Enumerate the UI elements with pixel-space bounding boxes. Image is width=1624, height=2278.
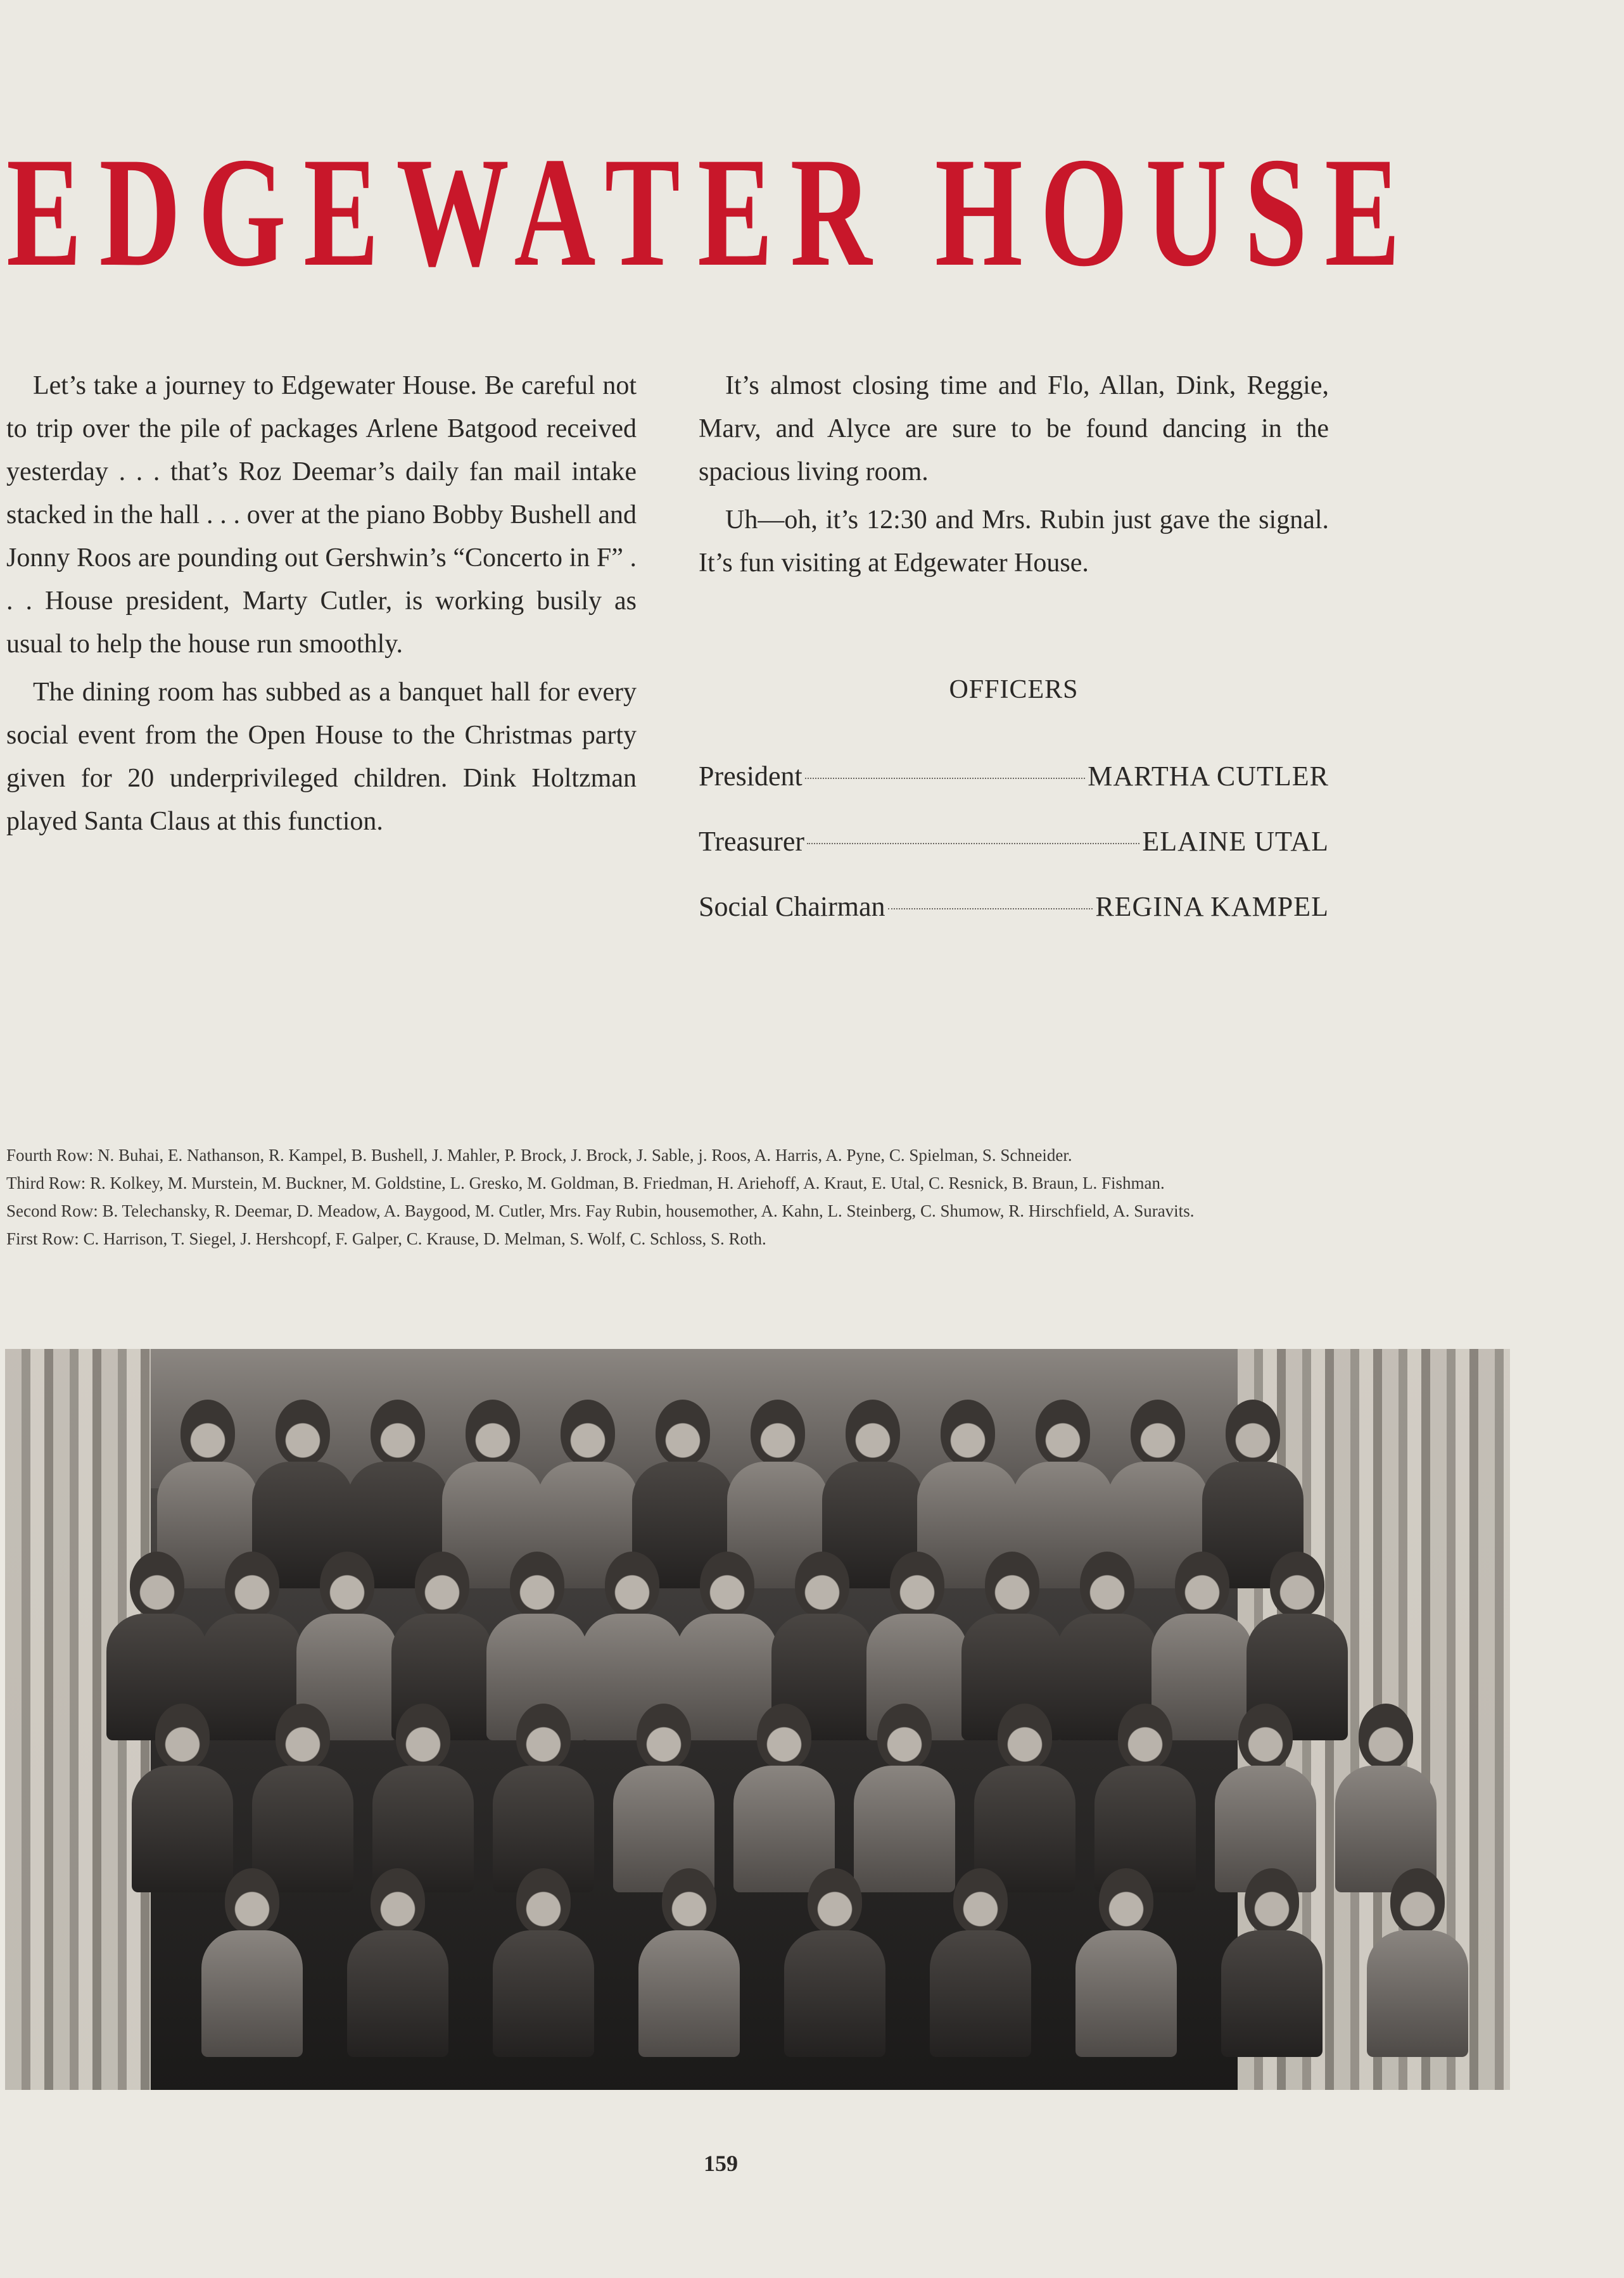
person-figure bbox=[942, 1868, 1018, 2057]
officers-heading: OFFICERS bbox=[949, 675, 1079, 704]
person-figure bbox=[866, 1704, 942, 1892]
caption-fourth-row: Fourth Row: N. Buhai, E. Nathanson, R. Kampel, B. Bushell, J. Mahler, P. Brock, J. Brock, J. Sable, j. Roos, A. Harris, A. Pyne, C. Spielman, S. Schneider. bbox=[6, 1146, 1072, 1165]
paragraph: Uh—oh, it’s 12:30 and Mrs. Rubin just gave the signal. It’s fun visiting at Edgewater House. bbox=[699, 505, 1329, 578]
person-figure bbox=[987, 1704, 1063, 1892]
caption-first-row: First Row: C. Harrison, T. Siegel, J. Hershcopf, F. Galper, C. Krause, D. Melman, S. Wolf, C. Schloss, S. Roth. bbox=[6, 1229, 766, 1248]
person-figure bbox=[265, 1704, 341, 1892]
person-figure bbox=[1380, 1868, 1456, 2057]
photo-row-fourth bbox=[5, 1400, 1510, 1577]
person-figure bbox=[1228, 1704, 1304, 1892]
person-figure bbox=[651, 1868, 727, 2057]
paragraph: It’s almost closing time and Flo, Allan, Dink, Reggie, Marv, and Alyce are sure to be found dancing in the spacious living room. bbox=[699, 371, 1329, 486]
officer-role: President bbox=[699, 761, 802, 792]
group-photo bbox=[5, 1349, 1510, 2090]
person-figure bbox=[505, 1704, 581, 1892]
right-column bbox=[699, 364, 1329, 590]
officer-role: Social Chairman bbox=[699, 891, 885, 922]
dotted-leader bbox=[807, 843, 1139, 844]
person-figure bbox=[626, 1704, 702, 1892]
officer-row-president bbox=[699, 760, 1329, 798]
person-figure bbox=[1234, 1868, 1310, 2057]
person-figure bbox=[144, 1704, 220, 1892]
person-figure bbox=[746, 1704, 822, 1892]
officer-role: Treasurer bbox=[699, 826, 804, 857]
photo-captions bbox=[6, 1143, 1330, 1255]
person-figure bbox=[1107, 1704, 1183, 1892]
dotted-leader bbox=[805, 778, 1086, 779]
page-title: EDGEWATER HOUSE bbox=[6, 125, 1418, 299]
photo-row-third bbox=[5, 1552, 1510, 1729]
paragraph: Let’s take a journey to Edgewater House. Be careful not to trip over the pile of packages Arlene Batgood received yesterday . . . that’s Roz Deemar’s daily fan mail intake stacked in the hall . . . over at the piano Bobby Bushell and Jonny Roos are pounding out Gershwin’s “Concerto in F” . . . House president, Marty Cutler, is working busily as usual to help the house run smoothly. bbox=[6, 371, 637, 659]
officer-name: MARTHA CUTLER bbox=[1088, 761, 1329, 792]
person-figure bbox=[360, 1868, 436, 2057]
photo-row-second bbox=[5, 1704, 1510, 1881]
caption-third-row: Third Row: R. Kolkey, M. Murstein, M. Buckner, M. Goldstine, L. Gresko, M. Goldman, B. Friedman, H. Ariehoff, A. Kraut, E. Utal, C. Resnick, B. Braun, L. Fishman. bbox=[6, 1174, 1165, 1193]
paragraph: The dining room has subbed as a banquet hall for every social event from the Open House to the Christmas party given for 20 underprivileged children. Dink Holtzman played Santa Claus at this function. bbox=[6, 678, 637, 836]
person-figure bbox=[1088, 1868, 1164, 2057]
person-figure bbox=[385, 1704, 461, 1892]
photo-row-first bbox=[5, 1868, 1510, 2046]
officer-name: ELAINE UTAL bbox=[1142, 826, 1329, 857]
person-figure bbox=[1348, 1704, 1424, 1892]
officer-row-social-chairman bbox=[699, 890, 1329, 928]
left-column bbox=[6, 364, 637, 848]
person-figure bbox=[797, 1868, 873, 2057]
page-number: 159 bbox=[704, 2151, 738, 2176]
officer-row-treasurer bbox=[699, 825, 1329, 863]
person-figure bbox=[505, 1868, 581, 2057]
person-figure bbox=[214, 1868, 290, 2057]
officer-name: REGINA KAMPEL bbox=[1095, 891, 1329, 922]
caption-second-row: Second Row: B. Telechansky, R. Deemar, D. Meadow, A. Baygood, M. Cutler, Mrs. Fay Rubin, housemother, A. Kahn, L. Steinberg, C. Shumow, R. Hirschfield, A. Suravits. bbox=[6, 1201, 1195, 1220]
dotted-leader bbox=[888, 908, 1093, 909]
